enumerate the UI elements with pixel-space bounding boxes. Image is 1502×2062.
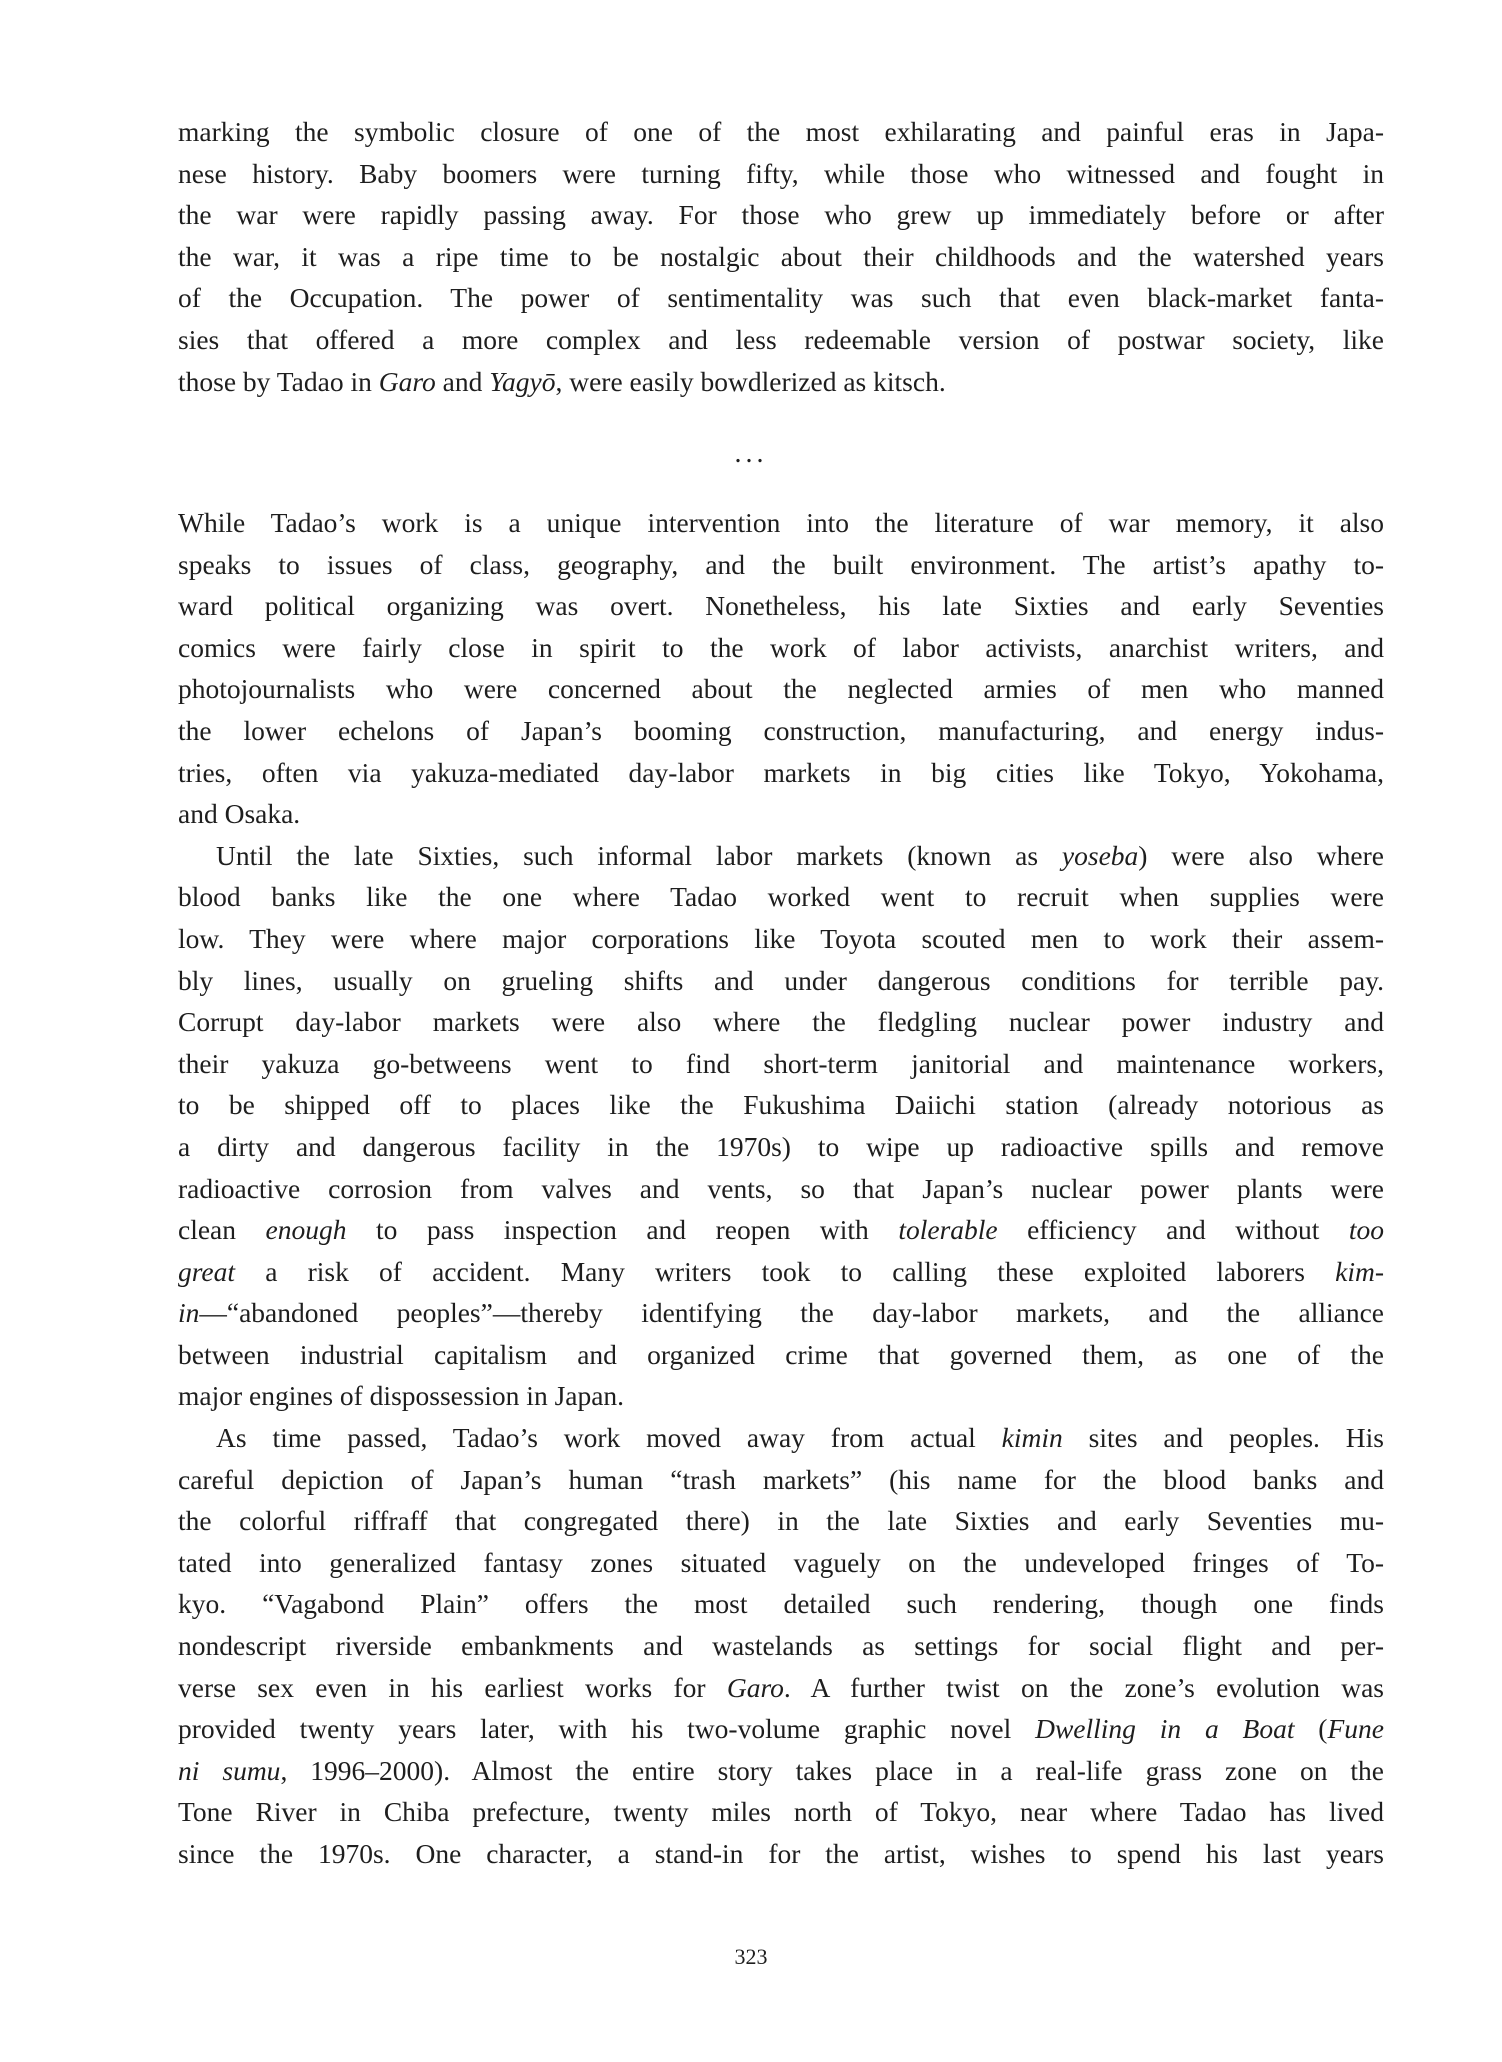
text-line: between industrial capitalism and organized crime that governed them, as one of the [178, 1338, 1384, 1370]
text-line: in—“abandoned peoples”—thereby identifying the day-labor markets, and the alliance [178, 1297, 1384, 1329]
italic-text: Fune [1327, 1713, 1384, 1745]
paragraph [178, 111, 1384, 402]
paragraph [178, 1417, 1384, 1875]
text-line: nese history. Baby boomers were turning fifty, while those who witnessed and fought in [178, 157, 1384, 189]
text-line: verse sex even in his earliest works for Garo. A further twist on the zone’s evolution was [178, 1671, 1384, 1703]
text-line: ni sumu, 1996–2000). Almost the entire story takes place in a real-life grass zone on the [178, 1754, 1385, 1786]
text-line: since the 1970s. One character, a stand-in for the artist, wishes to spend his last years [178, 1838, 1384, 1869]
italic-text: in [178, 1297, 200, 1329]
italic-text: Dwelling in a Boat [1035, 1713, 1295, 1745]
text-line: the war were rapidly passing away. For those who grew up immediately before or after [178, 199, 1384, 231]
text-line: Tone River in Chiba prefecture, twenty miles north of Tokyo, near where Tadao has lived [178, 1796, 1384, 1828]
italic-text: ni sumu [178, 1754, 281, 1786]
text-line: tries, often via yakuza-mediated day-labor markets in big cities like Tokyo, Yokohama, [178, 756, 1384, 788]
paragraph-group-top [178, 111, 1384, 402]
text-line: major engines of dispossession in Japan. [178, 1380, 625, 1412]
text-line: a dirty and dangerous facility in the 1970s) to wipe up radioactive spills and remove [178, 1130, 1384, 1162]
italic-text: kimin [1001, 1422, 1063, 1454]
text-line: provided twenty years later, with his two-volume graphic novel Dwelling in a Boat (Fune [178, 1713, 1384, 1745]
text-line: careful depiction of Japan’s human “trash markets” (his name for the blood banks and [178, 1463, 1384, 1495]
italic-text: enough [265, 1214, 347, 1246]
text-line: marking the symbolic closure of one of the most exhilarating and painful eras in Japa- [178, 116, 1384, 147]
paragraph [178, 835, 1384, 1417]
italic-text: Garo [726, 1671, 784, 1703]
text-line: comics were fairly close in spirit to the work of labor activists, anarchist writers, and [178, 631, 1384, 663]
italic-text: Garo [378, 365, 436, 397]
text-line: great a risk of accident. Many writers took to calling these exploited laborers kim- [178, 1255, 1384, 1287]
text-line: While Tadao’s work is a unique intervention into the literature of war memory, it also [178, 507, 1384, 538]
text-line: ward political organizing was overt. Nonetheless, his late Sixties and early Seventies [178, 590, 1384, 622]
text-line: sies that offered a more complex and less redeemable version of postwar society, like [178, 323, 1384, 355]
paragraph [178, 502, 1384, 835]
text-line: of the Occupation. The power of sentimentality was such that even black-market fanta- [178, 282, 1384, 314]
text-line: photojournalists who were concerned about the neglected armies of men who manned [178, 673, 1384, 705]
text-line: the war, it was a ripe time to be nostalgic about their childhoods and the watershed years [178, 240, 1384, 272]
text-line: As time passed, Tadao’s work moved away from actual kimin sites and peoples. His [216, 1422, 1384, 1454]
text-line: blood banks like the one where Tadao worked went to recruit when supplies were [178, 881, 1384, 913]
italic-text: Yagyō [489, 365, 556, 397]
text-line: their yakuza go-betweens went to find short-term janitorial and maintenance workers, [178, 1047, 1384, 1079]
italic-text: yoseba [1061, 839, 1139, 871]
text-line: and Osaka. [178, 798, 301, 830]
text-line: clean enough to pass inspection and reopen with tolerable efficiency and without too [178, 1214, 1384, 1246]
italic-text: tolerable [898, 1214, 998, 1246]
italic-text: kim- [1335, 1255, 1384, 1287]
text-line: tated into generalized fantasy zones situated vaguely on the undeveloped fringes of To- [178, 1546, 1384, 1578]
text-line: Until the late Sixties, such informal labor markets (known as yoseba) were also where [216, 839, 1384, 871]
section-break: ... [734, 438, 768, 469]
text-line: low. They were where major corporations like Toyota scouted men to work their assem- [178, 922, 1384, 954]
text-line: Corrupt day-labor markets were also where the fledgling nuclear power industry and [178, 1006, 1384, 1038]
text-line: the lower echelons of Japan’s booming construction, manufacturing, and energy indus- [178, 714, 1384, 746]
text-line: speaks to issues of class, geography, and the built environment. The artist’s apathy to- [178, 548, 1384, 580]
text-line: to be shipped off to places like the Fukushima Daiichi station (already notorious as [178, 1089, 1384, 1121]
italic-text: great [178, 1255, 236, 1287]
text-line: radioactive corrosion from valves and vents, so that Japan’s nuclear power plants were [178, 1172, 1384, 1204]
text-line: nondescript riverside embankments and wastelands as settings for social flight and per- [178, 1630, 1384, 1662]
text-line: the colorful riffraff that congregated there) in the late Sixties and early Seventies mu- [178, 1505, 1384, 1537]
paragraph-group-main [178, 502, 1384, 1875]
italic-text: too [1348, 1214, 1384, 1246]
page-number: 323 [734, 1944, 768, 1969]
text-line: those by Tadao in Garo and Yagyō, were easily bowdlerized as kitsch. [178, 365, 946, 397]
text-line: bly lines, usually on grueling shifts and under dangerous conditions for terrible pay. [178, 964, 1384, 996]
text-line: kyo. “Vagabond Plain” offers the most detailed such rendering, though one finds [178, 1588, 1384, 1620]
